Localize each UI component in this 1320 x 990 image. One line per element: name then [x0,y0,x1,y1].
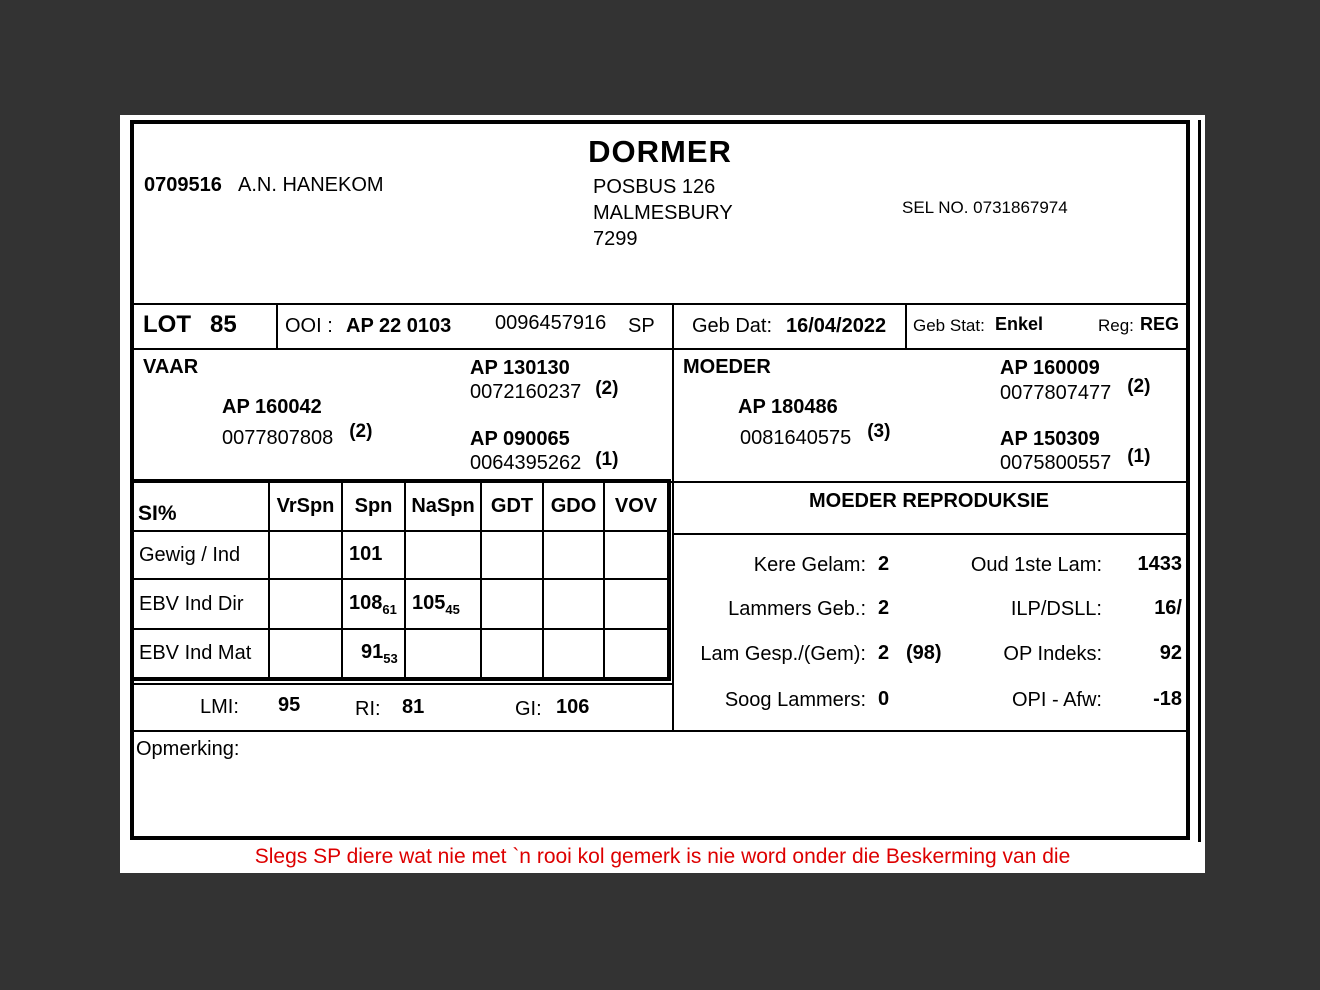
dam-id: AP 180486 [738,396,838,418]
sire-sire-id: AP 130130 [470,357,570,379]
sel-no: SEL NO. 0731867974 [902,198,1068,217]
divider-line [134,730,1186,732]
repro-value: 2 [878,553,890,575]
cell-naspn [405,531,481,579]
divider-line [672,303,674,732]
col-header-gdo: GDO [543,481,604,531]
lot-label: LOT [143,311,191,338]
cell-naspn: $105_{45}$ [405,579,481,629]
repro-label: Soog Lammers: [724,689,866,711]
dam-sire-id: AP 160009 [1000,357,1100,379]
repro-label: OP Indeks: [1003,643,1102,665]
lmi-label: LMI: [200,696,239,718]
dam-dam-reg: 0075800557 (1) [1000,446,1151,474]
geb-dat-value: 16/04/2022 [786,315,887,337]
cell-gdo [543,579,604,629]
cell-naspn [405,629,481,679]
col-header-vov: VOV [604,481,669,531]
table-row [132,531,669,579]
vaar-label: VAAR [143,356,199,378]
col-header-spn: Spn [342,481,405,531]
cell-vrspn [269,629,342,679]
repro-title: MOEDER REPRODUKSIE [808,490,1050,512]
table-row [132,579,669,629]
lot-number: 85 [210,311,237,338]
ri-value: 81 [402,696,425,718]
repro-label: Lam Gesp./(Gem): [700,643,866,665]
repro-value: 92 [1159,642,1182,664]
cell-vov [604,579,669,629]
cell-spn: $91_{53}$ [342,629,405,679]
geb-stat-value: Enkel [995,314,1044,334]
sire-sire-reg: 0072160237 (2) [470,378,619,403]
row-label: EBV Ind Dir [132,579,269,629]
sire-count: (2) [349,421,373,442]
divider-line [1198,120,1201,842]
divider-line [134,348,1186,350]
ri-label: RI: [355,698,381,720]
remarks-label: Opmerking: [136,738,240,760]
cell-gdt [481,579,543,629]
cell-gdo [543,531,604,579]
repro-label: Lammers Geb.: [728,598,866,620]
repro-value: 16/ [1154,597,1182,619]
dam-dam-id: AP 150309 [1000,428,1100,450]
divider-line [672,533,1186,535]
cell-vov [604,629,669,679]
dam-sire-reg: 0077807477 (2) [1000,376,1151,404]
ooi-value: AP 22 0103 [346,315,452,337]
cell-vov [604,531,669,579]
cell-gdo [543,629,604,679]
address-line-1: POSBUS 126 [593,176,716,198]
index-table-header-row [132,481,669,531]
cell-gdt [481,531,543,579]
address-line-2: MALMESBURY [593,202,733,224]
reg-label: Reg: [1098,316,1134,335]
id-suffix: SP [628,315,655,337]
col-header-gdt: GDT [481,481,543,531]
repro-label: Oud 1ste Lam: [970,554,1102,576]
repro-value: 2 [878,597,890,619]
member-number: 0709516 [144,174,222,196]
repro-value: -18 [1153,688,1182,710]
repro-value: 0 [878,688,890,710]
cell-spn: 101 [342,531,405,579]
moeder-label: MOEDER [683,356,771,378]
sire-id: AP 160042 [222,396,322,418]
divider-line [134,683,672,685]
lot-card [130,120,1190,840]
catalog-page [120,115,1205,873]
row-label: Gewig / Ind [132,531,269,579]
sire-dam-id: AP 090065 [470,428,570,450]
col-header-vrspn: VrSpn [269,481,342,531]
geb-dat-label: Geb Dat: [692,315,773,337]
lmi-value: 95 [278,694,301,716]
cell-gdt [481,629,543,679]
repro-label: ILP/DSLL: [1010,598,1102,620]
breed-title: DORMER [588,134,732,169]
member-address [593,174,733,252]
sire-reg: 0077807808 (2) [222,421,373,449]
sire-dam-count: (1) [595,449,619,470]
cell-spn: $108_{61}$ [342,579,405,629]
id-number: 0096457916 [495,312,607,334]
protection-notice: Slegs SP diere wat nie met `n rooi kol gemerk is nie word onder die Beskerming van die [254,845,1071,868]
gi-label: GI: [515,698,542,720]
member-name: A.N. HANEKOM [238,174,384,196]
repro-extra: (98) [906,642,942,664]
divider-line [276,303,278,350]
ooi-label: OOI : [285,315,333,337]
cell-vrspn [269,579,342,629]
repro-label: Kere Gelam: [753,554,866,576]
table-row [132,629,669,679]
dam-dam-count: (1) [1127,446,1151,467]
dam-count: (3) [867,421,891,442]
col-header-si: SI% [132,481,269,531]
cell-vrspn [269,531,342,579]
repro-value: 2 [878,642,890,664]
row-label: EBV Ind Mat [132,629,269,679]
sire-dam-reg: 0064395262 (1) [470,449,619,474]
repro-value: 1433 [1137,553,1182,575]
divider-line [905,303,907,350]
address-line-3: 7299 [593,228,638,250]
sire-sire-count: (2) [595,378,619,399]
gi-value: 106 [556,696,590,718]
geb-stat-label: Geb Stat: [913,316,985,335]
divider-line [134,303,1186,305]
dam-reg: 0081640575 (3) [740,421,891,449]
dam-sire-count: (2) [1127,376,1151,397]
repro-label: OPI - Afw: [1011,689,1102,711]
reg-value: REG [1140,314,1180,334]
col-header-naspn: NaSpn [405,481,481,531]
index-table [130,479,671,681]
